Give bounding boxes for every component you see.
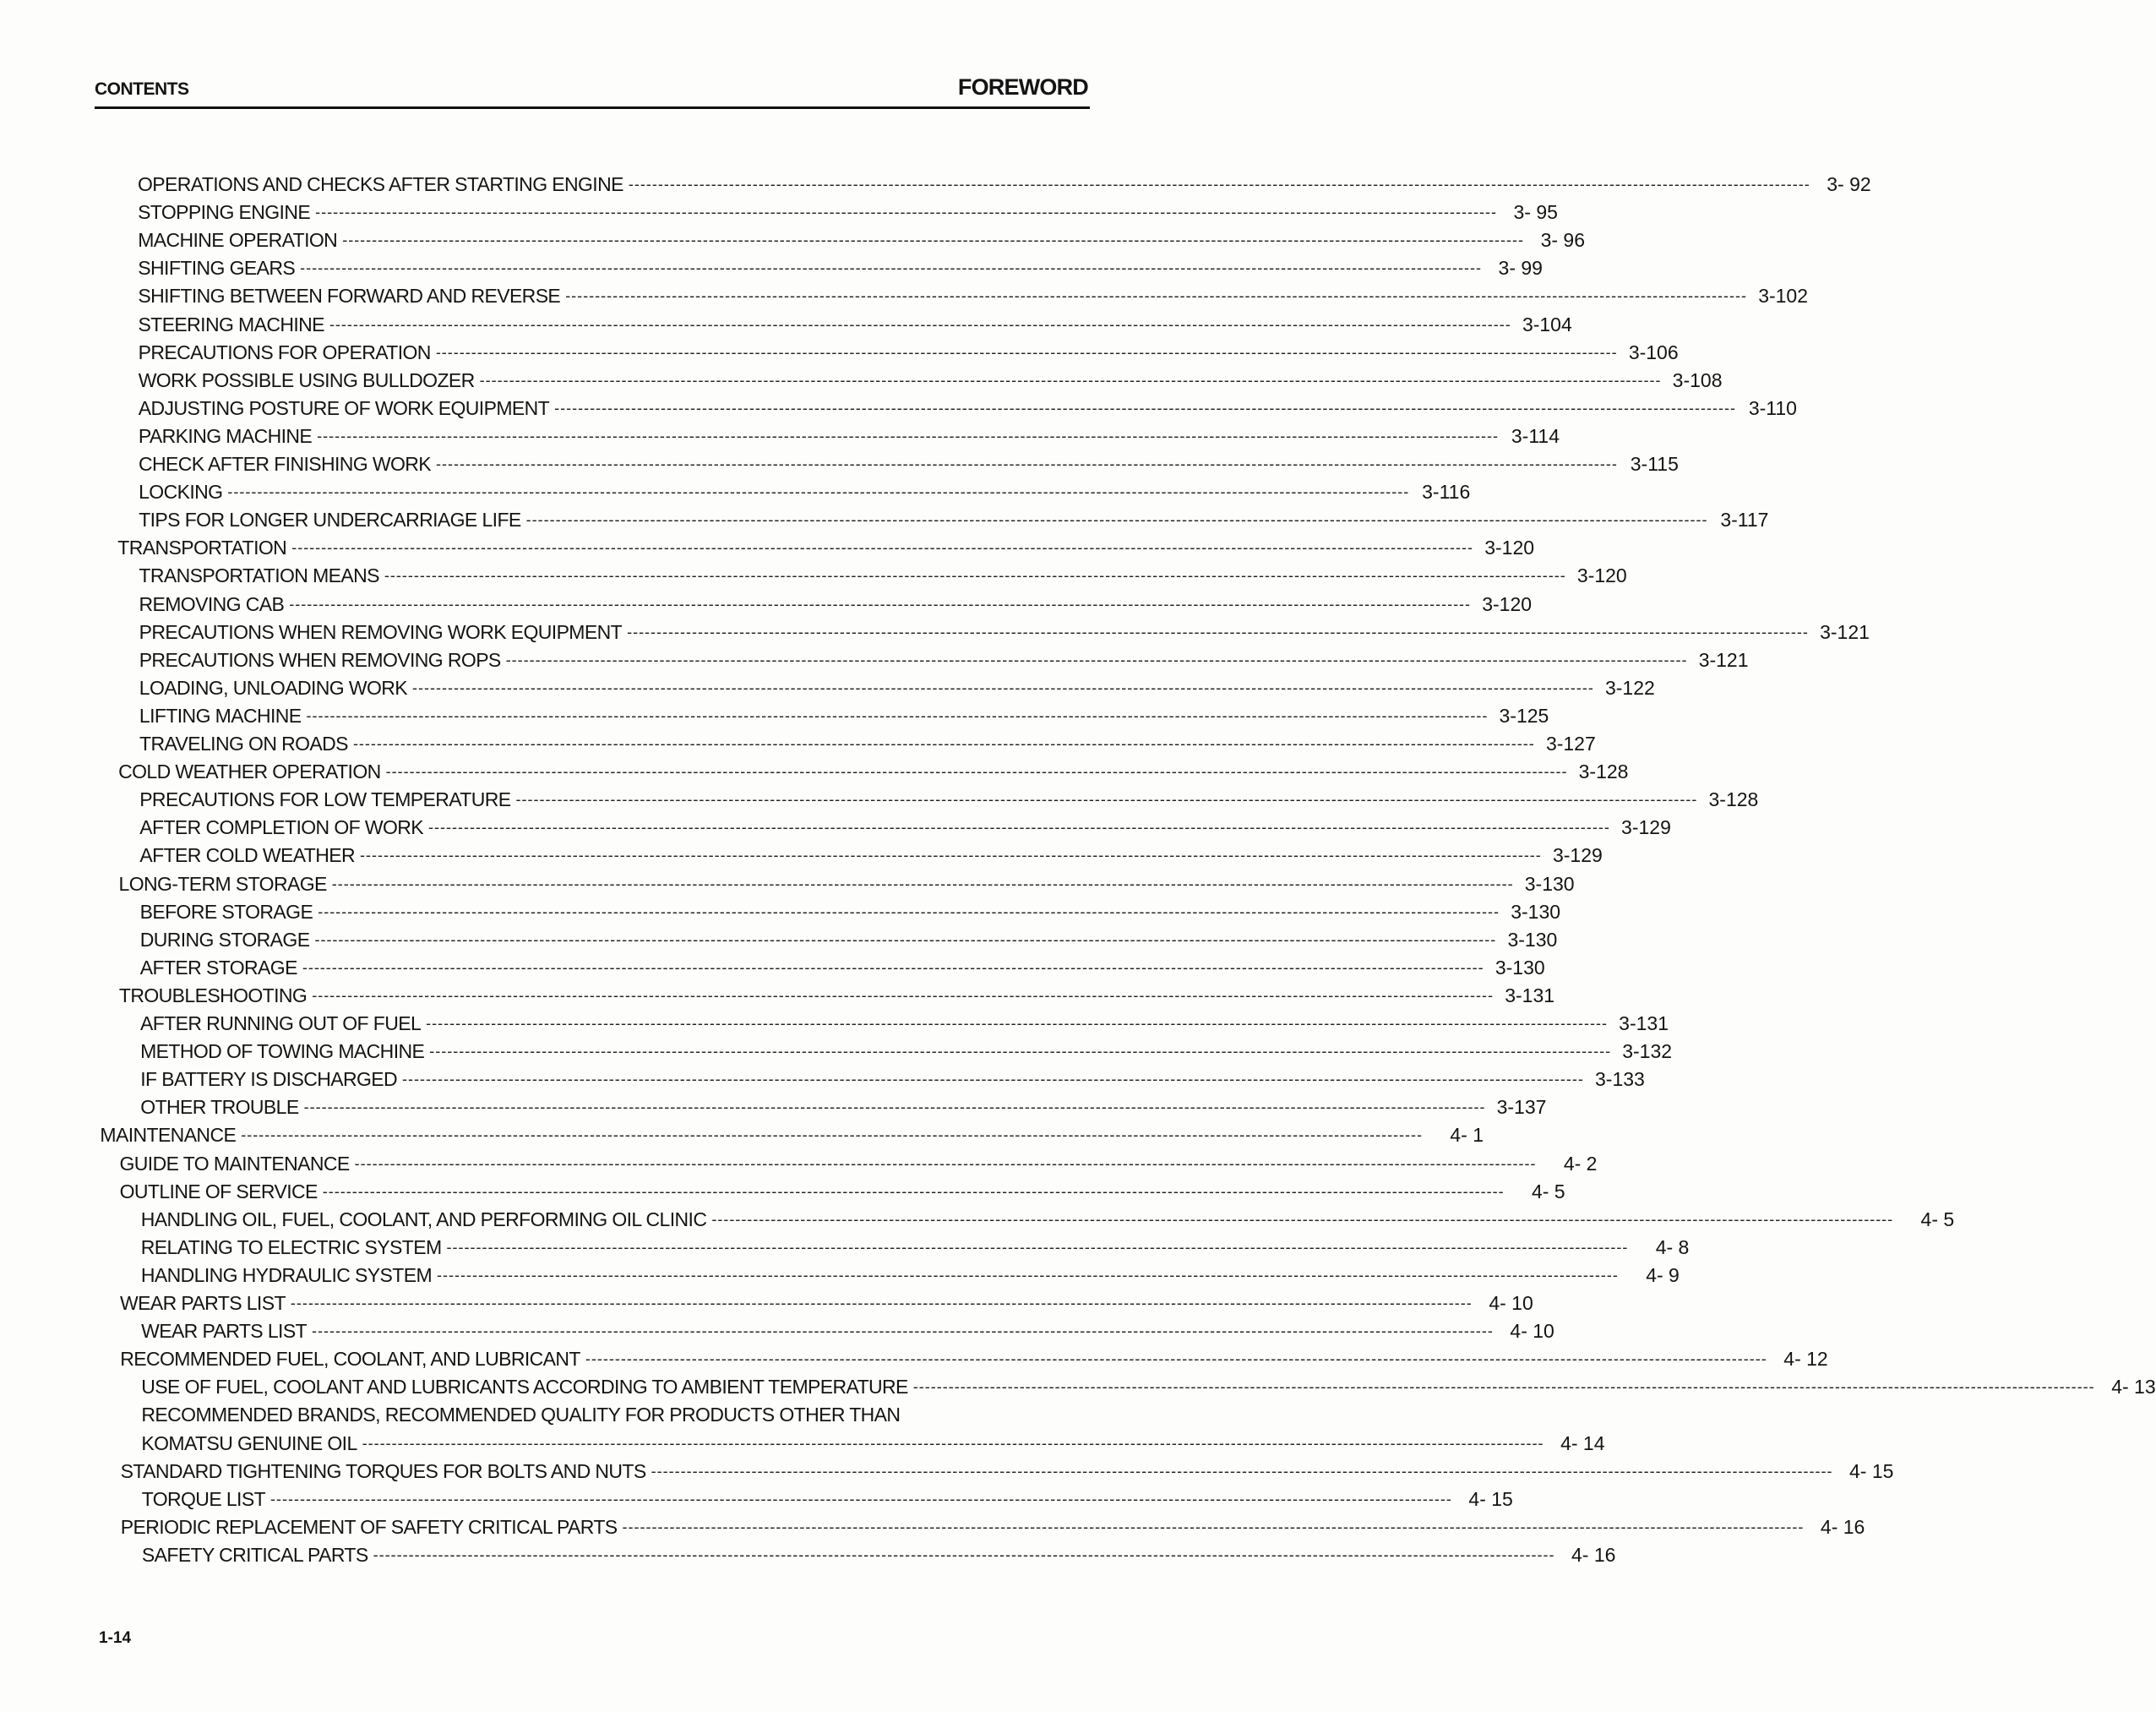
toc-entry-page: 3- 95 <box>1513 201 1558 224</box>
toc-entry[interactable] <box>141 1541 1616 1567</box>
toc-entry[interactable] <box>100 1121 1484 1147</box>
toc-entry-label: PARKING MACHINE <box>138 424 313 447</box>
toc-entry-label: OPERATIONS AND CHECKS AFTER STARTING ENGINE <box>138 173 623 195</box>
toc-entry[interactable] <box>141 1430 1605 1455</box>
toc-entry-page: 3-130 <box>1494 956 1545 979</box>
header-rule <box>95 106 1090 109</box>
dot-leader: -------------------------------------------------------------------------------------------------------------------------------------------------------------------------------------------------------- <box>515 791 1698 809</box>
toc-entry[interactable] <box>138 311 1572 336</box>
toc-entry-page: 3-137 <box>1496 1096 1547 1119</box>
toc-entry-page: 3-102 <box>1758 285 1809 308</box>
toc-entry-label: LONG-TERM STORAGE <box>118 872 327 895</box>
header-section-title: FOREWORD <box>957 74 1088 100</box>
dot-leader: -------------------------------------------------------------------------------------------------------------------------------------------------------------------------------------------------------- <box>312 986 1494 1004</box>
toc-entry[interactable] <box>118 982 1555 1007</box>
dot-leader: -------------------------------------------------------------------------------------------------------------------------------------------------------------------------------------------------------- <box>651 1462 1833 1480</box>
toc-entry-page: 3-125 <box>1499 704 1549 727</box>
toc-entry[interactable] <box>119 1150 1598 1175</box>
dot-leader: -------------------------------------------------------------------------------------------------------------------------------------------------------------------------------------------------------- <box>359 847 1542 864</box>
toc-entry-page: 3-130 <box>1524 872 1575 895</box>
toc-entry-page: 3-116 <box>1422 481 1471 504</box>
toc-entry-label: SHIFTING BETWEEN FORWARD AND REVERSE <box>138 285 561 308</box>
toc-entry[interactable] <box>139 786 1759 811</box>
toc-entry-label: WORK POSSIBLE USING BULLDOZER <box>138 368 475 391</box>
toc-entry-page: 4- 8 <box>1655 1235 1690 1258</box>
toc-entry-page: 3-131 <box>1505 984 1555 1006</box>
dot-leader: -------------------------------------------------------------------------------------------------------------------------------------------------------------------------------------------------------- <box>362 1434 1544 1452</box>
toc-entry[interactable] <box>119 1178 1565 1203</box>
toc-entry-label: ADJUSTING POSTURE OF WORK EQUIPMENT <box>138 396 550 419</box>
toc-entry[interactable] <box>139 842 1603 867</box>
dot-leader: -------------------------------------------------------------------------------------------------------------------------------------------------------------------------------------------------------- <box>428 819 1610 837</box>
toc-entry-page: 3-104 <box>1522 313 1572 335</box>
toc-entry[interactable] <box>140 1066 1645 1091</box>
dot-leader: -------------------------------------------------------------------------------------------------------------------------------------------------------------------------------------------------------- <box>436 455 1618 472</box>
toc-entry[interactable] <box>138 226 1586 252</box>
toc-entry-page: 4- 9 <box>1646 1263 1680 1286</box>
toc-entry-label: PERIODIC REPLACEMENT OF SAFETY CRITICAL PARTS <box>120 1515 618 1538</box>
toc-entry-page: 3-108 <box>1672 368 1723 391</box>
toc-entry-label: KOMATSU GENUINE OIL <box>141 1431 357 1454</box>
toc-entry-label: AFTER RUNNING OUT OF FUEL <box>140 1012 422 1034</box>
toc-entry-label: PRECAUTIONS FOR LOW TEMPERATURE <box>139 788 511 811</box>
dot-leader: -------------------------------------------------------------------------------------------------------------------------------------------------------------------------------------------------------- <box>270 1490 1452 1508</box>
toc-entry[interactable] <box>141 1317 1554 1343</box>
toc-entry-page: 3-120 <box>1484 537 1535 559</box>
toc-entry-page: 3-120 <box>1482 592 1533 615</box>
toc-entry-label: STANDARD TIGHTENING TORQUES FOR BOLTS AND NUTS <box>120 1459 646 1482</box>
toc-entry-label: OTHER TROUBLE <box>140 1096 299 1119</box>
toc-entry-page: 3-130 <box>1511 900 1561 923</box>
toc-entry-label: AFTER COLD WEATHER <box>139 844 355 867</box>
toc-entry-label: TRANSPORTATION MEANS <box>139 564 379 587</box>
toc-entry-page: 4- 15 <box>1849 1459 1894 1482</box>
toc-entry-label: TROUBLESHOOTING <box>118 984 308 1006</box>
toc-entry-page: 3-117 <box>1720 509 1769 532</box>
toc-entry-label: WEAR PARTS LIST <box>141 1320 308 1343</box>
toc-entry[interactable] <box>138 171 1871 196</box>
toc-entry-page: 4- 16 <box>1820 1515 1865 1538</box>
dot-leader: -------------------------------------------------------------------------------------------------------------------------------------------------------------------------------------------------------- <box>241 1126 1424 1144</box>
toc-entry[interactable] <box>139 674 1655 700</box>
toc-entry-page: 3-121 <box>1820 620 1870 643</box>
toc-entry[interactable] <box>140 1010 1669 1035</box>
page-header <box>95 74 1088 108</box>
toc-entry-label: RECOMMENDED FUEL, COOLANT, AND LUBRICANT <box>120 1348 580 1371</box>
toc-entry-page: 3- 99 <box>1498 257 1543 280</box>
toc-entry[interactable] <box>139 926 1558 951</box>
dot-leader: -------------------------------------------------------------------------------------------------------------------------------------------------------------------------------------------------------- <box>315 204 1497 221</box>
dot-leader: -------------------------------------------------------------------------------------------------------------------------------------------------------------------------------------------------------- <box>446 1238 1629 1256</box>
toc-entry-label: STEERING MACHINE <box>138 313 324 335</box>
dot-leader: -------------------------------------------------------------------------------------------------------------------------------------------------------------------------------------------------------- <box>384 567 1566 585</box>
toc-entry-label: PRECAUTIONS FOR OPERATION <box>138 341 431 363</box>
dot-leader: -------------------------------------------------------------------------------------------------------------------------------------------------------------------------------------------------------- <box>290 1295 1473 1311</box>
toc-entry[interactable] <box>120 1289 1533 1315</box>
dot-leader: -------------------------------------------------------------------------------------------------------------------------------------------------------------------------------------------------------- <box>385 763 1568 781</box>
toc-entry-label: AFTER STORAGE <box>139 956 297 979</box>
toc-entry-label: USE OF FUEL, COOLANT AND LUBRICANTS ACCORDING TO AMBIENT TEMPERATURE <box>141 1376 908 1398</box>
dot-leader: -------------------------------------------------------------------------------------------------------------------------------------------------------------------------------------------------------- <box>322 1182 1505 1200</box>
toc-entry[interactable] <box>139 506 1769 532</box>
toc-entry-label: COLD WEATHER OPERATION <box>118 761 381 783</box>
toc-entry-label: PRECAUTIONS WHEN REMOVING WORK EQUIPMENT <box>139 620 623 643</box>
toc-entry[interactable] <box>140 1206 1955 1231</box>
toc-entry[interactable] <box>138 282 1809 308</box>
dot-leader: -------------------------------------------------------------------------------------------------------------------------------------------------------------------------------------------------------- <box>525 511 1708 529</box>
toc-entry[interactable] <box>139 730 1596 755</box>
toc-entry-label: OUTLINE OF SERVICE <box>119 1180 318 1202</box>
toc-entry-page: 4- 5 <box>1531 1180 1565 1202</box>
dot-leader: -------------------------------------------------------------------------------------------------------------------------------------------------------------------------------------------------------- <box>291 539 1474 557</box>
toc-entry-label: STOPPING ENGINE <box>138 201 311 224</box>
toc-entry-page: 3-110 <box>1748 396 1797 419</box>
toc-entry-label: METHOD OF TOWING MACHINE <box>140 1040 425 1063</box>
toc-entry[interactable] <box>139 814 1671 839</box>
toc-entry-label: WEAR PARTS LIST <box>120 1292 286 1314</box>
toc-entry-page: 3-132 <box>1622 1040 1673 1063</box>
dot-leader: -------------------------------------------------------------------------------------------------------------------------------------------------------------------------------------------------------- <box>289 595 1472 613</box>
toc-entry[interactable] <box>139 591 1533 616</box>
toc-entry[interactable] <box>140 1262 1680 1287</box>
dot-leader: -------------------------------------------------------------------------------------------------------------------------------------------------------------------------------------------------------- <box>505 651 1688 668</box>
dot-leader: -------------------------------------------------------------------------------------------------------------------------------------------------------------------------------------------------------- <box>622 1518 1805 1535</box>
toc-entry-page: 3- 96 <box>1540 229 1586 252</box>
toc-entry[interactable] <box>139 450 1679 476</box>
page-number: 1-14 <box>99 1629 132 1647</box>
toc-entry-label-line1 <box>141 1401 905 1426</box>
toc-entry-page: 3- 92 <box>1827 173 1871 195</box>
toc-entry[interactable] <box>138 423 1560 448</box>
toc-entry[interactable] <box>141 1486 1513 1511</box>
toc-entry-label: GUIDE TO MAINTENANCE <box>119 1152 350 1175</box>
toc-entry[interactable] <box>139 898 1561 924</box>
dot-leader: -------------------------------------------------------------------------------------------------------------------------------------------------------------------------------------------------------- <box>300 259 1482 277</box>
toc-entry[interactable] <box>138 395 1797 420</box>
toc-entry-page: 3-128 <box>1578 761 1629 783</box>
toc-entry-page: 3-133 <box>1595 1068 1645 1091</box>
toc-entry-label: LOCKING <box>139 481 223 504</box>
dot-leader: -------------------------------------------------------------------------------------------------------------------------------------------------------------------------------------------------------- <box>329 315 1511 333</box>
toc-entry[interactable] <box>139 954 1545 979</box>
toc-entry[interactable] <box>139 562 1627 587</box>
toc-entry[interactable] <box>140 1234 1690 1259</box>
dot-leader: -------------------------------------------------------------------------------------------------------------------------------------------------------------------------------------------------------- <box>331 875 1514 892</box>
toc-entry-page: 3-128 <box>1708 788 1759 811</box>
toc-entry[interactable] <box>140 1038 1673 1063</box>
dot-leader: -------------------------------------------------------------------------------------------------------------------------------------------------------------------------------------------------------- <box>554 399 1736 417</box>
toc-entry-label: LIFTING MACHINE <box>139 704 302 727</box>
dot-leader: -------------------------------------------------------------------------------------------------------------------------------------------------------------------------------------------------------- <box>306 706 1489 724</box>
dot-leader: -------------------------------------------------------------------------------------------------------------------------------------------------------------------------------------------------------- <box>628 176 1810 193</box>
dot-leader: -------------------------------------------------------------------------------------------------------------------------------------------------------------------------------------------------------- <box>352 735 1535 752</box>
toc-entry[interactable] <box>138 254 1543 280</box>
toc-entry-label: DURING STORAGE <box>139 928 310 951</box>
header-contents-label: CONTENTS <box>95 79 189 99</box>
toc-entry-page: 4- 14 <box>1560 1431 1605 1454</box>
toc-entry[interactable] <box>139 619 1870 644</box>
toc-entry-page: 4- 5 <box>1920 1208 1955 1230</box>
dot-leader: -------------------------------------------------------------------------------------------------------------------------------------------------------------------------------------------------------- <box>312 1322 1494 1340</box>
toc-entry-page: 3-114 <box>1511 424 1560 447</box>
dot-leader: -------------------------------------------------------------------------------------------------------------------------------------------------------------------------------------------------------- <box>585 1350 1767 1368</box>
toc-entry-label: BEFORE STORAGE <box>139 900 313 923</box>
dot-leader: -------------------------------------------------------------------------------------------------------------------------------------------------------------------------------------------------------- <box>314 930 1497 948</box>
toc-entry[interactable] <box>120 1513 1865 1539</box>
dot-leader: -------------------------------------------------------------------------------------------------------------------------------------------------------------------------------------------------------- <box>318 902 1500 920</box>
dot-leader: -------------------------------------------------------------------------------------------------------------------------------------------------------------------------------------------------------- <box>426 1015 1608 1032</box>
toc-entry-label: CHECK AFTER FINISHING WORK <box>139 453 432 475</box>
dot-leader: -------------------------------------------------------------------------------------------------------------------------------------------------------------------------------------------------------- <box>402 1071 1584 1088</box>
toc-entry-page: 4- 1 <box>1450 1124 1484 1147</box>
toc-entry-page: 3-115 <box>1630 453 1679 475</box>
toc-entry-label: HANDLING OIL, FUEL, COOLANT, AND PERFORMING OIL CLINIC <box>140 1208 707 1230</box>
dot-leader: -------------------------------------------------------------------------------------------------------------------------------------------------------------------------------------------------------- <box>437 1266 1619 1284</box>
dot-leader: -------------------------------------------------------------------------------------------------------------------------------------------------------------------------------------------------------- <box>373 1546 1555 1563</box>
toc-entry[interactable] <box>140 1093 1547 1119</box>
toc-entry-page: 3-122 <box>1604 676 1655 699</box>
toc-entry[interactable] <box>120 1458 1894 1483</box>
toc-entry[interactable] <box>139 702 1549 728</box>
toc-entry-page: 3-121 <box>1698 648 1749 671</box>
toc-entry-label-continued: RECOMMENDED BRANDS, RECOMMENDED QUALITY FOR PRODUCTS OTHER THAN <box>141 1404 901 1426</box>
toc-entry-label: PRECAUTIONS WHEN REMOVING ROPS <box>139 648 501 671</box>
toc-entry[interactable] <box>139 478 1471 504</box>
dot-leader: -------------------------------------------------------------------------------------------------------------------------------------------------------------------------------------------------------- <box>912 1378 2095 1396</box>
toc-entry-label: SAFETY CRITICAL PARTS <box>141 1543 368 1566</box>
dot-leader: -------------------------------------------------------------------------------------------------------------------------------------------------------------------------------------------------------- <box>565 287 1748 305</box>
toc-entry-label: IF BATTERY IS DISCHARGED <box>140 1068 398 1091</box>
dot-leader: -------------------------------------------------------------------------------------------------------------------------------------------------------------------------------------------------------- <box>302 958 1484 976</box>
toc-entry-page: 4- 15 <box>1468 1487 1513 1510</box>
dot-leader: -------------------------------------------------------------------------------------------------------------------------------------------------------------------------------------------------------- <box>227 483 1410 501</box>
toc-entry-page: 4- 10 <box>1489 1292 1533 1314</box>
toc-entry-page: 4- 2 <box>1563 1152 1598 1175</box>
dot-leader: -------------------------------------------------------------------------------------------------------------------------------------------------------------------------------------------------------- <box>411 679 1594 696</box>
dot-leader: -------------------------------------------------------------------------------------------------------------------------------------------------------------------------------------------------------- <box>711 1210 1894 1228</box>
toc-entry-label: AFTER COMPLETION OF WORK <box>139 816 424 839</box>
dot-leader: -------------------------------------------------------------------------------------------------------------------------------------------------------------------------------------------------------- <box>354 1154 1537 1172</box>
toc-entry-label: LOADING, UNLOADING WORK <box>139 676 407 699</box>
toc-entry-label: MACHINE OPERATION <box>138 229 338 252</box>
toc-entry-label: TRAVELING ON ROADS <box>139 733 348 755</box>
toc-entry-page: 3-129 <box>1621 816 1671 839</box>
toc-entry[interactable] <box>141 1373 2156 1398</box>
toc-entry-page: 4- 10 <box>1510 1320 1554 1343</box>
dot-leader: -------------------------------------------------------------------------------------------------------------------------------------------------------------------------------------------------------- <box>429 1043 1612 1060</box>
toc-entry-page: 3-120 <box>1576 564 1627 587</box>
toc-entry-label: HANDLING HYDRAULIC SYSTEM <box>140 1263 433 1286</box>
toc-entry-label: REMOVING CAB <box>139 592 285 615</box>
toc-entry-label: TORQUE LIST <box>141 1487 266 1510</box>
toc-entry[interactable] <box>138 339 1679 364</box>
toc-entry[interactable] <box>138 199 1558 224</box>
dot-leader: -------------------------------------------------------------------------------------------------------------------------------------------------------------------------------------------------------- <box>342 232 1525 249</box>
toc-entry-label: TIPS FOR LONGER UNDERCARRIAGE LIFE <box>139 509 521 532</box>
toc-entry-page: 4- 16 <box>1571 1543 1616 1566</box>
toc-entry-page: 3-127 <box>1545 733 1596 755</box>
toc-entry-page: 3-131 <box>1619 1012 1669 1034</box>
dot-leader: -------------------------------------------------------------------------------------------------------------------------------------------------------------------------------------------------------- <box>627 623 1809 641</box>
dot-leader: -------------------------------------------------------------------------------------------------------------------------------------------------------------------------------------------------------- <box>317 427 1499 444</box>
toc-entry[interactable] <box>138 367 1723 392</box>
toc-entry[interactable] <box>118 758 1629 783</box>
toc-entry-page: 4- 12 <box>1783 1348 1828 1371</box>
toc-entry-page: 3-106 <box>1628 341 1679 363</box>
dot-leader: -------------------------------------------------------------------------------------------------------------------------------------------------------------------------------------------------------- <box>303 1099 1486 1116</box>
toc-entry-label: MAINTENANCE <box>100 1124 237 1147</box>
toc-entry[interactable] <box>139 646 1749 672</box>
toc-entry-page: 3-129 <box>1552 844 1603 867</box>
dot-leader: -------------------------------------------------------------------------------------------------------------------------------------------------------------------------------------------------------- <box>435 343 1618 361</box>
toc-entry-page: 4- 13 <box>2111 1376 2156 1398</box>
dot-leader: -------------------------------------------------------------------------------------------------------------------------------------------------------------------------------------------------------- <box>479 371 1662 389</box>
toc-entry-label: RELATING TO ELECTRIC SYSTEM <box>140 1235 442 1258</box>
toc-entry-label: TRANSPORTATION <box>117 537 287 559</box>
toc-entry[interactable] <box>117 534 1535 559</box>
toc-entry[interactable] <box>118 870 1575 896</box>
toc-entry[interactable] <box>120 1345 1828 1371</box>
toc-entry-label: SHIFTING GEARS <box>138 257 296 280</box>
toc-entry-page: 3-130 <box>1507 928 1558 951</box>
